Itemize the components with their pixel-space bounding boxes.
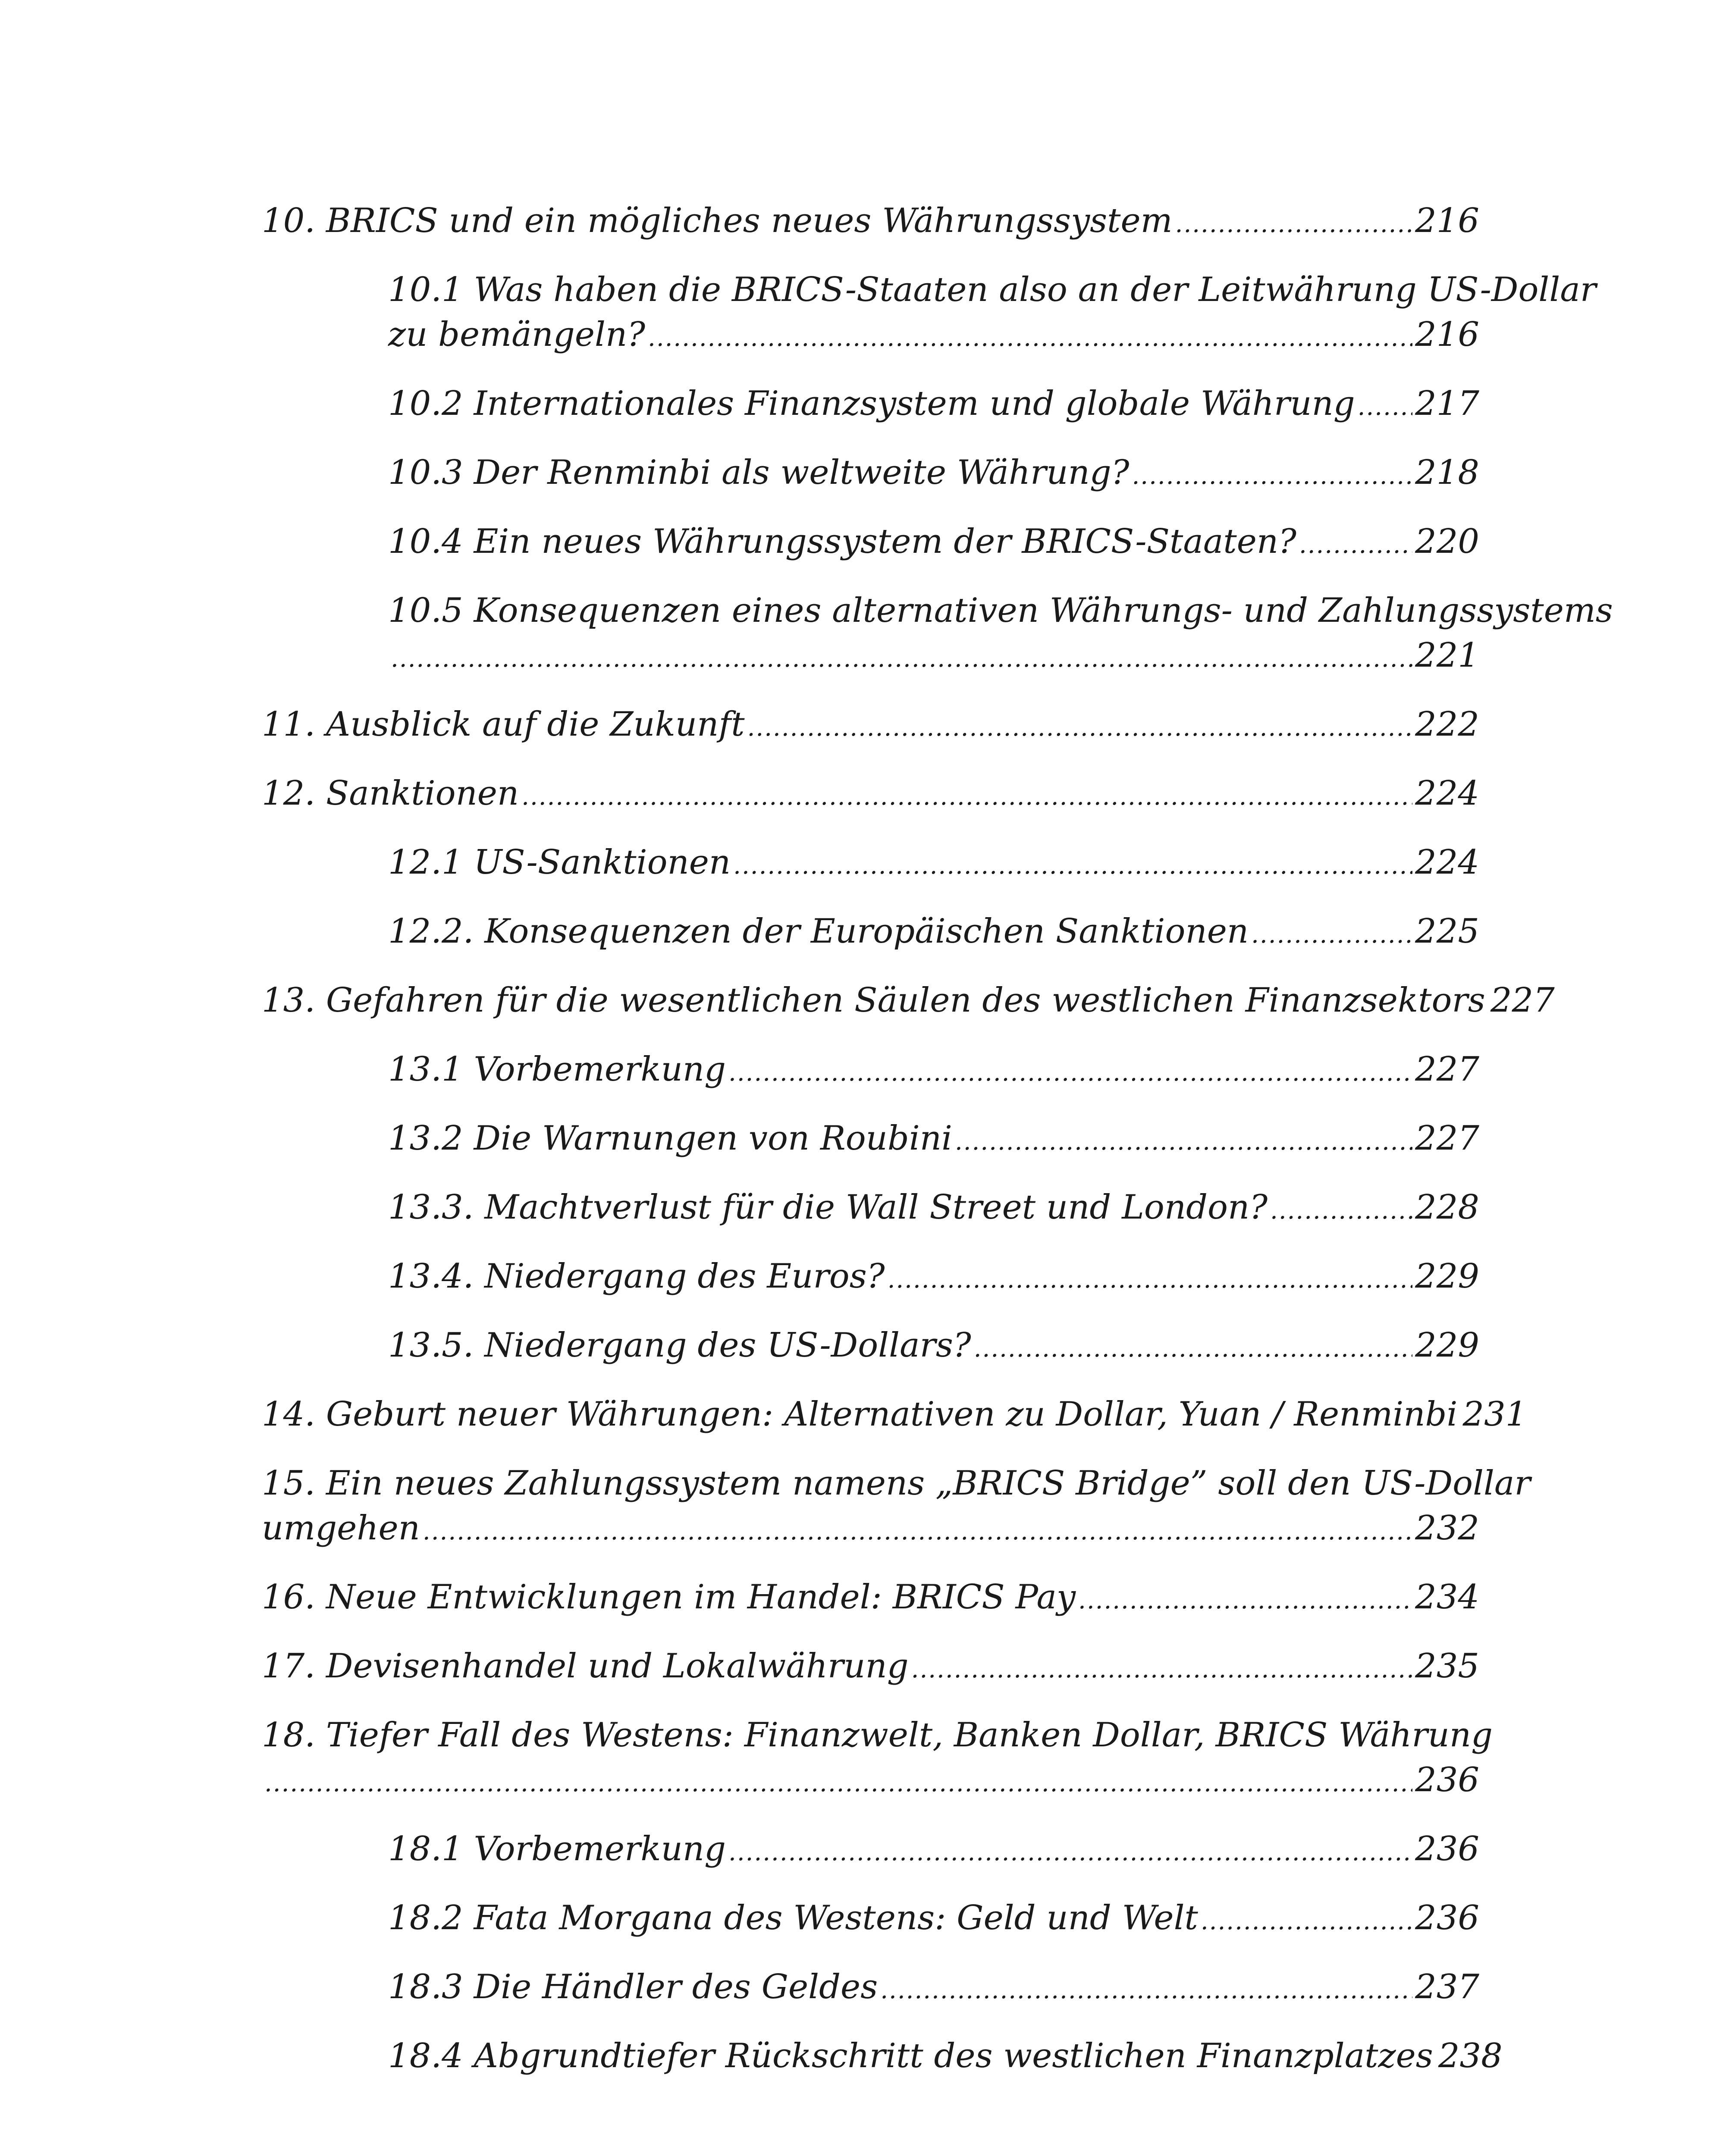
toc-entry-13-2[interactable] [388,1116,1479,1164]
toc-entry-label: 12.1 US-Sanktionen [388,843,731,882]
toc-entry-label: 12.2. Konsequenzen der Europäischen Sanktionen [388,912,1249,951]
toc-entry-label: umgehen [262,1509,420,1548]
toc-entry-label: 18.2 Fata Morgana des Westens: Geld und Welt [388,1899,1198,1937]
toc-entry-label-line1: 10.5 Konsequenzen eines alternativen Währungs- und Zahlungssystems [388,591,1613,630]
toc-entry-label: 13.3. Machtverlust für die Wall Street und London? [388,1188,1268,1227]
toc-entry-15[interactable] [262,1461,1531,1554]
toc-entry-18-3[interactable] [388,1965,1479,2013]
leader-dots [911,1647,1412,1692]
toc-entry-18[interactable] [262,1713,1493,1806]
toc-entry-page: 217 [1415,384,1479,423]
toc-entry-label: 17. Devisenhandel und Lokalwährung [262,1647,909,1686]
toc-entry-page: 227 [1415,1119,1479,1158]
toc-entry-page: 227 [1415,1050,1479,1089]
leader-dots [521,774,1412,819]
toc-entry-page: 231 [1462,1395,1527,1434]
leader-dots [955,1119,1412,1164]
toc-entry-page: 229 [1415,1326,1479,1365]
leader-dots [728,1050,1412,1095]
leader-dots [880,1968,1412,2013]
toc-entry-label: 13.1 Vorbemerkung [388,1050,726,1089]
toc-entry-label: 10.4 Ein neues Währungssystem der BRICS-Staaten? [388,522,1296,561]
toc-entry-10-2[interactable] [388,381,1479,429]
toc-entry-label: 18.4 Abgrundtiefer Rückschritt des westlichen Finanzplatzes [388,2037,1433,2075]
leader-dots [1132,454,1412,498]
toc-entry-page: 224 [1415,774,1479,813]
toc-entry-13-3[interactable] [388,1185,1479,1233]
toc-entry-16[interactable] [262,1575,1479,1623]
toc-entry-13[interactable] [262,978,1555,1026]
leader-dots [888,1257,1413,1302]
toc-entry-page: 234 [1415,1578,1479,1617]
leader-dots [1175,202,1412,247]
toc-entry-page: 236 [1415,1761,1479,1799]
toc-entry-page: 228 [1415,1188,1479,1227]
leader-dots [728,1830,1412,1875]
toc-entry-page: 236 [1415,1899,1479,1937]
toc-entry-page: 237 [1415,1968,1479,2006]
toc-entry-page: 225 [1415,912,1479,951]
toc-entry-label-line1: 15. Ein neues Zahlungssystem namens „BRICS Bridge” soll den US-Dollar [262,1464,1531,1503]
toc-entry-18-2[interactable] [388,1896,1479,1944]
toc-entry-page: 238 [1438,2037,1503,2075]
toc-entry-10-5[interactable] [388,588,1613,681]
toc-entry-label: 11. Ausblick auf die Zukunft [262,705,745,744]
leader-dots [733,843,1412,888]
toc-entry-label: 18.3 Die Händler des Geldes [388,1968,878,2006]
toc-entry-18-1[interactable] [388,1827,1479,1875]
toc-entry-10-3[interactable] [388,450,1479,498]
toc-entry-page: 220 [1415,522,1479,561]
toc-entry-page: 227 [1490,981,1555,1020]
toc-entry-14[interactable] [262,1392,1527,1440]
toc-entry-10[interactable] [262,198,1479,247]
leader-dots [1270,1188,1412,1233]
toc-entry-label: 13.5. Niedergang des US-Dollars? [388,1326,971,1365]
toc-entry-18-4[interactable] [388,2034,1503,2082]
leader-dots [1358,385,1412,429]
toc-entry-page: 236 [1415,1830,1479,1868]
toc-entry-label: 10.2 Internationales Finanzsystem und globale Währung [388,384,1355,423]
toc-entry-label-line1: 10.1 Was haben die BRICS-Staaten also an der Leitwährung US-Dollar [388,270,1597,309]
toc-entry-label: 13. Gefahren für die wesentlichen Säulen des westlichen Finanzsektors [262,981,1485,1020]
toc-entry-17[interactable] [262,1644,1479,1692]
toc-entry-page: 216 [1415,315,1479,354]
leader-dots [391,636,1412,681]
toc-entry-label: zu bemängeln? [388,315,646,354]
leader-dots [423,1509,1412,1554]
toc-entry-12[interactable] [262,771,1479,819]
toc-entry-page: 229 [1415,1257,1479,1296]
toc-entry-label: 10. BRICS und ein mögliches neues Währungssystem [262,201,1173,240]
toc-entry-label: 16. Neue Entwicklungen im Handel: BRICS Pay [262,1578,1076,1617]
toc-entry-page: 222 [1415,705,1479,744]
toc-entry-10-4[interactable] [388,519,1479,567]
toc-entry-10-1[interactable] [388,267,1597,360]
table-of-contents [262,198,1613,2103]
toc-entry-label: 13.4. Niedergang des Euros? [388,1257,885,1296]
leader-dots [264,1761,1412,1806]
toc-entry-12-1[interactable] [388,840,1479,888]
toc-entry-page: 221 [1415,636,1479,675]
toc-entry-11[interactable] [262,702,1479,750]
toc-entry-12-2[interactable] [388,909,1479,957]
toc-entry-page: 232 [1415,1509,1479,1548]
toc-entry-page: 218 [1415,453,1479,492]
toc-entry-label: 10.3 Der Renminbi als weltweite Währung? [388,453,1130,492]
leader-dots [1299,523,1412,567]
toc-entry-13-5[interactable] [388,1323,1479,1371]
toc-entry-page: 235 [1415,1647,1479,1686]
leader-dots [648,316,1412,360]
toc-entry-page: 224 [1415,843,1479,882]
toc-entry-label: 12. Sanktionen [262,774,519,813]
toc-entry-13-4[interactable] [388,1254,1479,1302]
toc-entry-13-1[interactable] [388,1047,1479,1095]
toc-entry-label-line1: 18. Tiefer Fall des Westens: Finanzwelt, Banken Dollar, BRICS Währung [262,1716,1493,1755]
leader-dots [1201,1899,1412,1944]
leader-dots [1251,912,1412,957]
leader-dots [1078,1578,1412,1623]
toc-entry-page: 216 [1415,201,1479,240]
toc-entry-label: 14. Geburt neuer Währungen: Alternativen zu Dollar, Yuan / Renminbi [262,1395,1458,1434]
leader-dots [747,705,1412,750]
toc-entry-label: 13.2 Die Warnungen von Roubini [388,1119,952,1158]
leader-dots [974,1326,1412,1371]
toc-entry-label: 18.1 Vorbemerkung [388,1830,726,1868]
